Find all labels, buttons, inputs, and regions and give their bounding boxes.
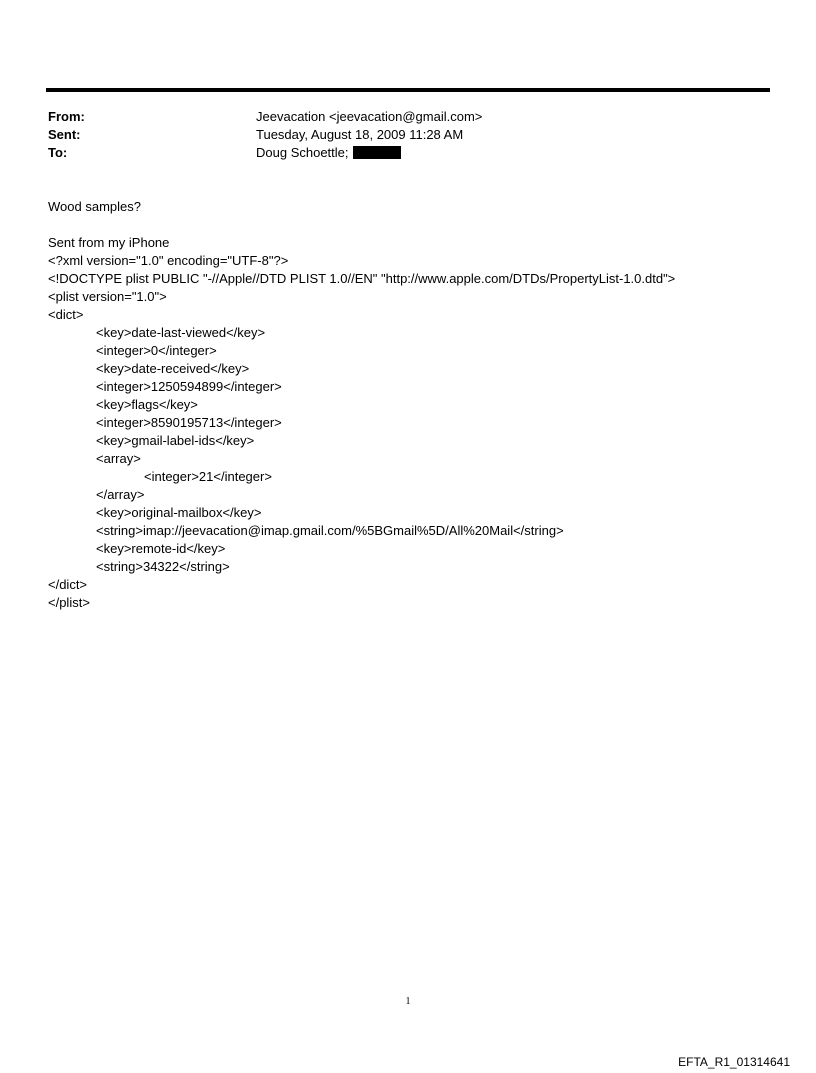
header-divider	[46, 88, 770, 92]
xml-line: <key>date-last-viewed</key>	[96, 325, 266, 340]
redaction-box	[353, 146, 401, 159]
xml-line: <integer>21</integer>	[144, 469, 272, 484]
xml-line: <integer>8590195713</integer>	[96, 415, 282, 430]
xml-line: <key>flags</key>	[96, 397, 198, 412]
xml-line: <dict>	[48, 307, 84, 322]
xml-line: <?xml version="1.0" encoding="UTF-8"?>	[48, 253, 289, 268]
from-label: From:	[48, 109, 85, 124]
xml-line: <array>	[96, 451, 141, 466]
xml-line: <key>gmail-label-ids</key>	[96, 433, 255, 448]
xml-line: <key>original-mailbox</key>	[96, 505, 262, 520]
xml-line: <key>date-received</key>	[96, 361, 250, 376]
document-id: EFTA_R1_01314641	[678, 1055, 790, 1069]
email-header	[48, 108, 748, 162]
greeting-text: Wood samples?	[48, 199, 141, 214]
to-value-wrapper	[256, 144, 401, 162]
xml-line: <integer>0</integer>	[96, 343, 217, 358]
to-row	[48, 144, 748, 162]
blank-line	[48, 216, 788, 234]
xml-line: <string>34322</string>	[96, 559, 230, 574]
from-value: Jeevacation <jeevacation@gmail.com>	[256, 109, 483, 124]
xml-line: </array>	[96, 487, 145, 502]
email-body	[48, 198, 788, 612]
signature-text: Sent from my iPhone	[48, 235, 170, 250]
to-value: Doug Schoettle;	[256, 145, 349, 160]
sent-label: Sent:	[48, 127, 81, 142]
xml-line: <integer>1250594899</integer>	[96, 379, 282, 394]
xml-line: <key>remote-id</key>	[96, 541, 226, 556]
sent-row	[48, 126, 748, 144]
from-row	[48, 108, 748, 126]
page-number: 1	[405, 996, 411, 1007]
xml-line: <plist version="1.0">	[48, 289, 167, 304]
sent-value: Tuesday, August 18, 2009 11:28 AM	[256, 127, 464, 142]
xml-line: <!DOCTYPE plist PUBLIC "-//Apple//DTD PLIST 1.0//EN" "http://www.apple.com/DTDs/PropertyList-1.0.dtd">	[48, 271, 676, 286]
to-label: To:	[48, 145, 68, 160]
xml-line: </plist>	[48, 595, 90, 610]
xml-line: </dict>	[48, 577, 88, 592]
xml-line: <string>imap://jeevacation@imap.gmail.com/%5BGmail%5D/All%20Mail</string>	[96, 523, 564, 538]
